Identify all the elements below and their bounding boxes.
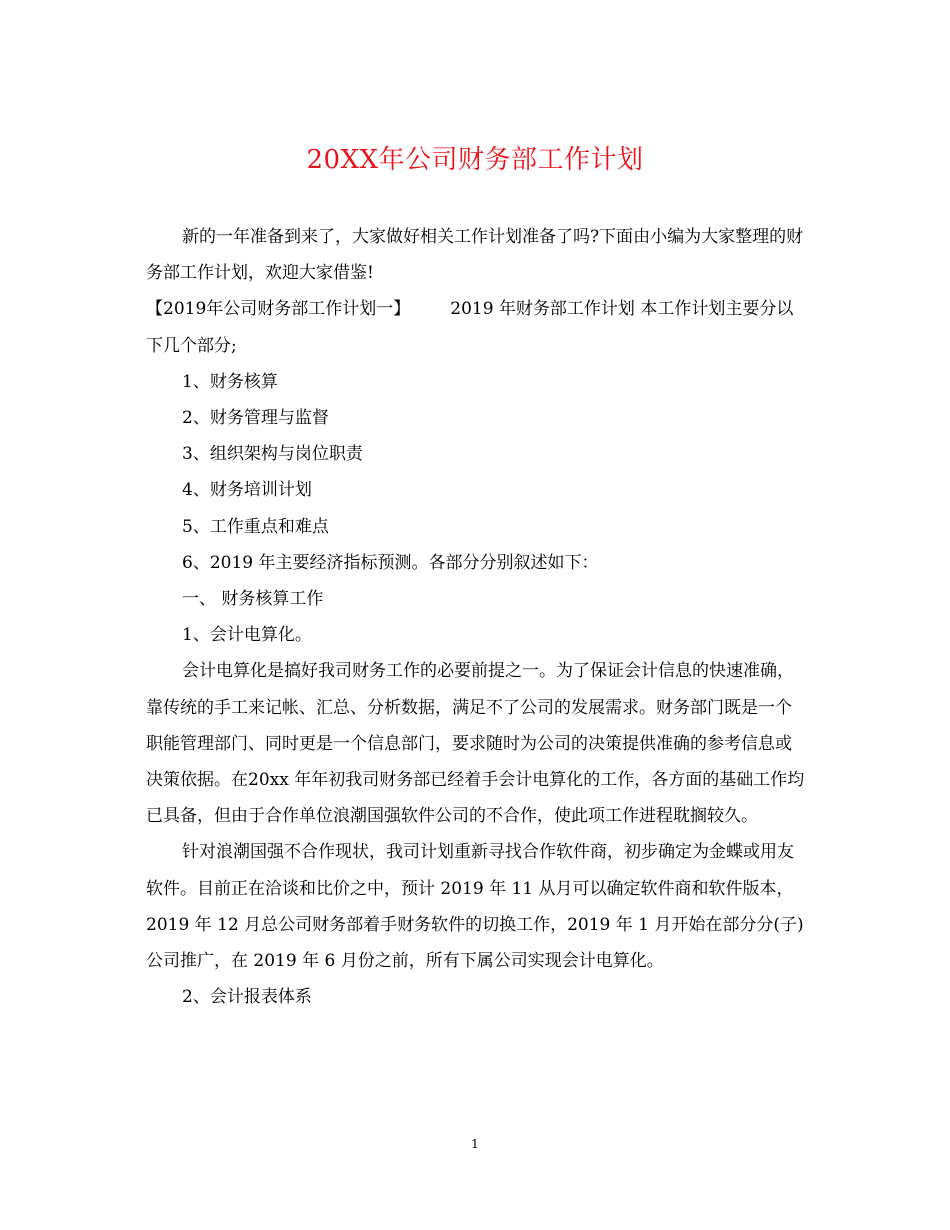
list-item: 4、财务培训计划 (182, 480, 312, 501)
list-item: 6、2019 年主要经济指标预测。各部分分别叙述如下： (182, 552, 599, 573)
part-heading: 一、 财务核算工作 (182, 589, 324, 610)
list-item: 2、财务管理与监督 (182, 408, 329, 429)
list-item: 1、财务核算 (182, 371, 278, 392)
section-heading-paragraph (146, 291, 806, 363)
body-paragraph: 针对浪潮国强不合作现状，我司计划重新寻找合作软件商，初步确定为金蝶或用友软件。目前正在洽谈和比价之中，预计 2019 年 11 从月可以确定软件商和软件版本， 2019 年 12 月总公司财务部着手财务软件的切换工作，2019 年 1 月开始在部分分(子)公司推广，在 2019 年 6 月份之前，所有下属公司实现会计电算化。 (146, 842, 804, 972)
body-paragraph: 会计电算化是搞好我司财务工作的必要前提之一。为了保证会计信息的快速准确，靠传统的手工来记帐、汇总、分析数据，满足不了公司的发展需求。财务部门既是一个职能管理部门、同时更是一个信息部门，要求随时为公司的决策提供准确的参考信息或决策依据。在20xx 年年初我司财务部已经着手会计电算化的工作，各方面的基础工作均已具备，但由于合作单位浪潮国强软件公司的不合作，使此项工作进程耽搁较久。 (146, 661, 805, 827)
section-heading-tail: 2019 年财务部工作计划 本工作计划主要分以下几个部分; (146, 299, 794, 356)
document-title: 20XX年公司财务部工作计划 (306, 145, 644, 175)
sub-heading: 2、会计报表体系 (182, 987, 312, 1008)
page-number: 1 (471, 1137, 479, 1151)
document-body (146, 219, 806, 1015)
intro-paragraph: 新的一年准备到来了，大家做好相关工作计划准备了吗?下面由小编为大家整理的财务部工作计划，欢迎大家借鉴! (146, 227, 804, 284)
list-item: 5、工作重点和难点 (182, 516, 329, 537)
sub-heading: 1、会计电算化。 (182, 625, 312, 646)
section-heading: 【2019年公司财务部工作计划一】 (146, 299, 411, 320)
list-item: 3、组织架构与岗位职责 (182, 444, 363, 465)
